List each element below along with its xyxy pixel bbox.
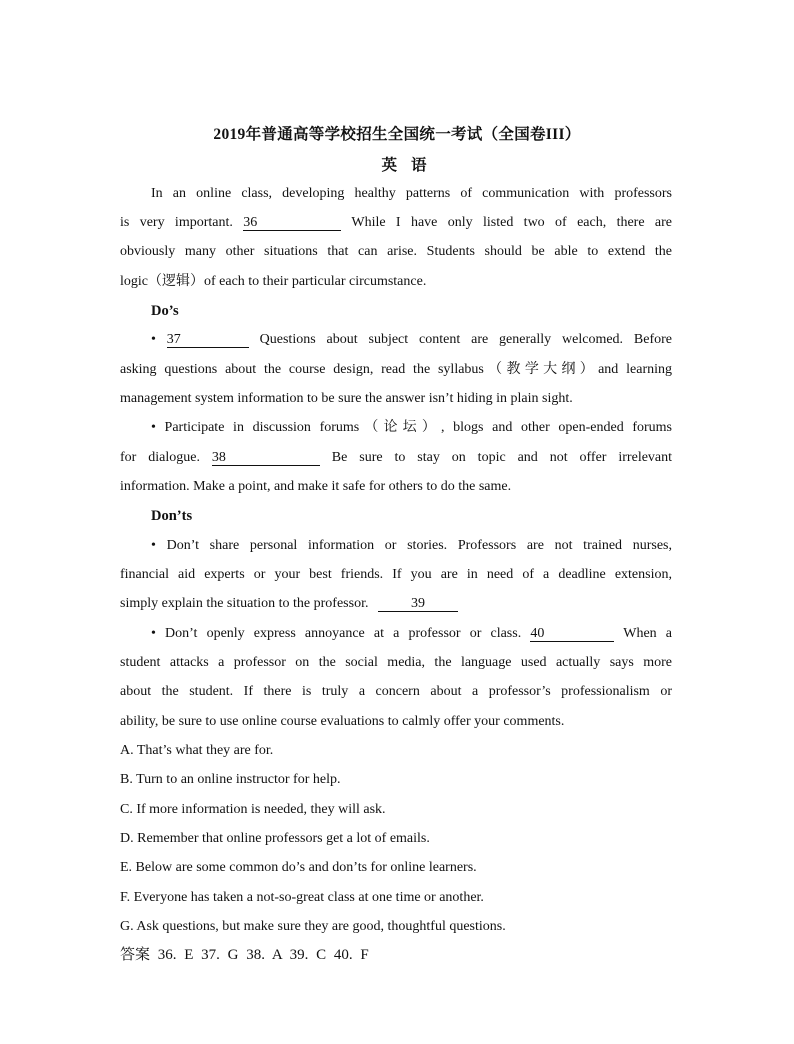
blank-39: 39 [378,596,458,612]
answer-key: 答案 36. E 37. G 38. A 39. C 40. F [120,947,369,963]
dos-p1-line-1 [151,331,672,349]
dos-heading: Do’s [151,303,179,319]
intro-line-2-a: is very important. [120,215,233,230]
option-b: B. Turn to an online instructor for help. [120,772,341,787]
option-f: F. Everyone has taken a not-so-great class at one time or another. [120,890,484,905]
option-c: C. If more information is needed, they will ask. [120,802,386,817]
dos-p2-line-1: • Participate in discussion forums（论坛）, blogs and other open-ended forums [151,420,672,435]
intro-line-3: obviously many other situations that can arise. Students should be able to extend the [120,244,672,259]
intro-line-2 [120,214,672,232]
dos-p1-line-1-text: Questions about subject content are generally welcomed. Before [259,332,673,347]
donts-p2-line-4: ability, be sure to use online course evaluations to calmly offer your comments. [120,714,565,729]
dos-p2-line-2-a: for dialogue. [120,450,200,465]
dos-p2-line-2-b: Be sure to stay on topic and not offer irrelevant [331,450,673,465]
donts-p2-line-3: about the student. If there is truly a concern about a professor’s professionalism or [120,684,672,699]
donts-p2-line-1 [151,625,672,643]
page-title: 2019年普通高等学校招生全国统一考试（全国卷III） [213,126,581,143]
blank-40: 40 [530,626,614,642]
subject-heading: 英语 [381,157,441,174]
donts-heading: Don’ts [151,508,193,524]
bullet: • [151,332,156,347]
intro-line-1: In an online class, developing healthy patterns of communication with professors [151,186,672,201]
donts-p2-line-2: student attacks a professor on the social media, the language used actually says more [120,655,672,670]
dos-p1-line-2: asking questions about the course design, read the syllabus（教学大纲）and learning [120,362,672,377]
donts-p1-line-3 [120,595,672,613]
option-d: D. Remember that online professors get a lot of emails. [120,831,430,846]
donts-p2-line-1-b: When a [623,626,673,641]
donts-p2-line-1-a: • Don’t openly express annoyance at a professor or class. [151,626,522,641]
donts-p1-line-3-text: simply explain the situation to the professor. [120,596,369,611]
blank-36: 36 [243,215,341,231]
option-e: E. Below are some common do’s and don’ts for online learners. [120,860,477,875]
dos-p2-line-2 [120,449,672,467]
intro-line-4: logic（逻辑）of each to their particular circumstance. [120,274,427,289]
option-g: G. Ask questions, but make sure they are good, thoughtful questions. [120,919,506,934]
donts-p1-line-1: • Don’t share personal information or stories. Professors are not trained nurses, [151,538,672,553]
intro-line-2-b: While I have only listed two of each, there are [351,215,673,230]
dos-p1-line-3: management system information to be sure the answer isn’t hiding in plain sight. [120,391,573,406]
blank-37: 37 [167,332,249,348]
donts-p1-line-2: financial aid experts or your best friends. If you are in need of a deadline extension, [120,567,672,582]
dos-p2-line-3: information. Make a point, and make it safe for others to do the same. [120,479,512,494]
blank-38: 38 [212,450,320,466]
option-a: A. That’s what they are for. [120,743,274,758]
